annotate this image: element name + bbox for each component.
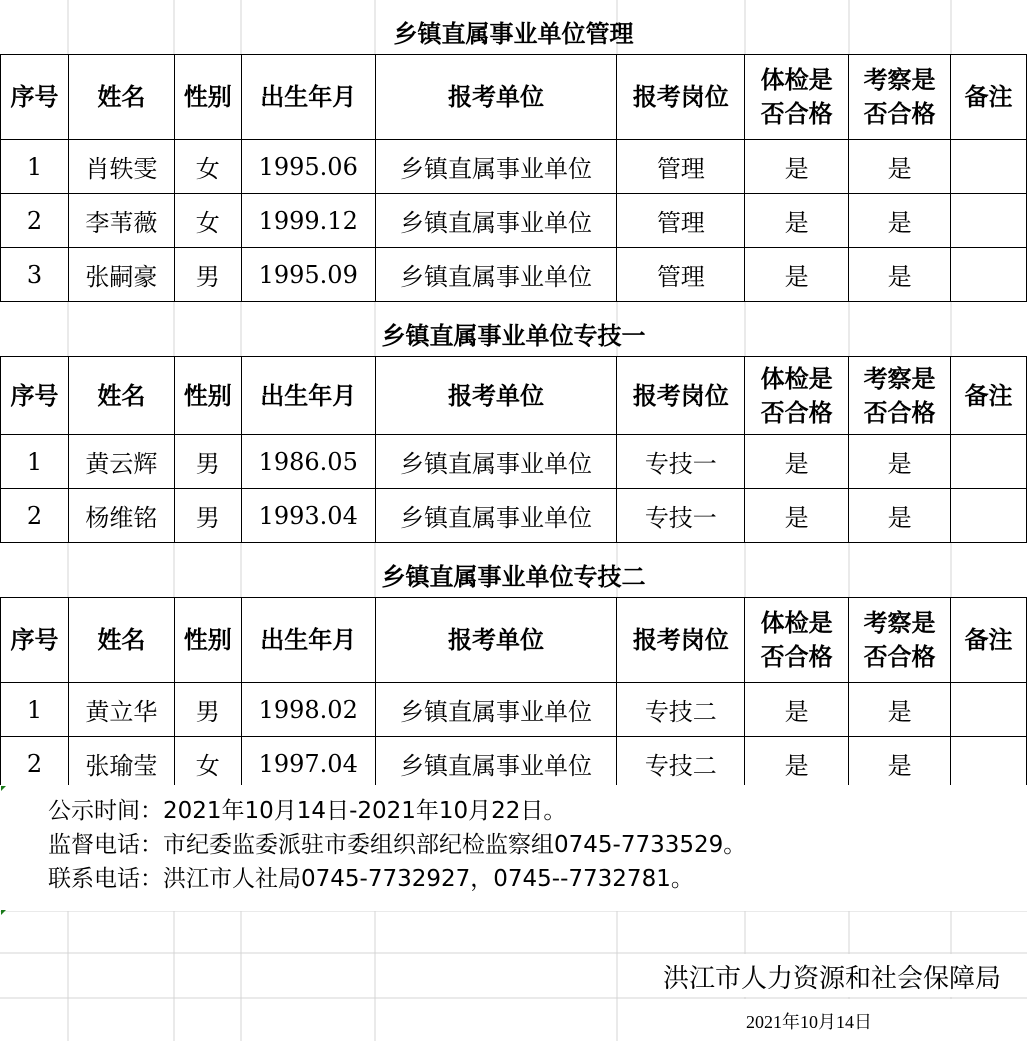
header-unit: 报考单位 bbox=[375, 357, 617, 435]
cell-unit: 乡镇直属事业单位 bbox=[375, 194, 617, 248]
table-technical-2 bbox=[0, 597, 1027, 791]
cell-comment-marker bbox=[1, 910, 6, 915]
section-title-management: 乡镇直属事业单位管理 bbox=[393, 20, 634, 48]
supervision-phone-text: 监督电话：市纪委监委派驻市委组织部纪检监察组0745-7733529。 bbox=[48, 832, 747, 858]
cell-remarks bbox=[951, 140, 1027, 194]
cell-inspection: 是 bbox=[849, 683, 951, 737]
cell-physical: 是 bbox=[745, 683, 849, 737]
table-row bbox=[1, 435, 1027, 489]
cell-post: 管理 bbox=[617, 248, 745, 302]
header-post: 报考岗位 bbox=[617, 357, 745, 435]
cell-unit: 乡镇直属事业单位 bbox=[375, 489, 617, 543]
cell-remarks bbox=[951, 683, 1027, 737]
header-physical: 体检是 否合格 bbox=[745, 55, 849, 140]
cell-physical: 是 bbox=[745, 435, 849, 489]
cell-comment-marker bbox=[1, 786, 6, 791]
cell-index: 2 bbox=[1, 737, 69, 791]
cell-inspection: 是 bbox=[849, 435, 951, 489]
cell-unit: 乡镇直属事业单位 bbox=[375, 140, 617, 194]
header-index: 序号 bbox=[1, 357, 69, 435]
table-technical-1 bbox=[0, 356, 1027, 543]
table-row bbox=[1, 489, 1027, 543]
cell-remarks bbox=[951, 489, 1027, 543]
cell-remarks bbox=[951, 194, 1027, 248]
cell-gender: 女 bbox=[174, 737, 241, 791]
cell-post: 管理 bbox=[617, 194, 745, 248]
cell-gender: 男 bbox=[174, 489, 241, 543]
header-birth: 出生年月 bbox=[241, 357, 375, 435]
cell-inspection: 是 bbox=[849, 489, 951, 543]
header-name: 姓名 bbox=[68, 598, 174, 683]
cell-physical: 是 bbox=[745, 489, 849, 543]
cell-birth: 1995.09 bbox=[241, 248, 375, 302]
cell-gender: 女 bbox=[174, 194, 241, 248]
header-gender: 性别 bbox=[174, 357, 241, 435]
cell-unit: 乡镇直属事业单位 bbox=[375, 737, 617, 791]
cell-unit: 乡镇直属事业单位 bbox=[375, 435, 617, 489]
header-post: 报考岗位 bbox=[617, 598, 745, 683]
cell-birth: 1997.04 bbox=[241, 737, 375, 791]
header-inspection: 考察是 否合格 bbox=[849, 357, 951, 435]
cell-gender: 男 bbox=[174, 683, 241, 737]
cell-index: 2 bbox=[1, 489, 69, 543]
header-name: 姓名 bbox=[68, 55, 174, 140]
cell-remarks bbox=[951, 248, 1027, 302]
header-physical: 体检是 否合格 bbox=[745, 357, 849, 435]
cell-inspection: 是 bbox=[849, 194, 951, 248]
cell-physical: 是 bbox=[745, 248, 849, 302]
table-row bbox=[1, 194, 1027, 248]
cell-birth: 1993.04 bbox=[241, 489, 375, 543]
cell-inspection: 是 bbox=[849, 737, 951, 791]
header-remarks: 备注 bbox=[951, 357, 1027, 435]
cell-physical: 是 bbox=[745, 737, 849, 791]
section-title-technical-1: 乡镇直属事业单位专技一 bbox=[381, 322, 646, 350]
header-birth: 出生年月 bbox=[241, 55, 375, 140]
table-row bbox=[1, 140, 1027, 194]
section-title-technical-2: 乡镇直属事业单位专技二 bbox=[381, 563, 646, 591]
header-physical: 体检是 否合格 bbox=[745, 598, 849, 683]
cell-index: 1 bbox=[1, 683, 69, 737]
cell-index: 2 bbox=[1, 194, 69, 248]
cell-post: 专技一 bbox=[617, 435, 745, 489]
header-gender: 性别 bbox=[174, 598, 241, 683]
cell-name: 杨维铭 bbox=[68, 489, 174, 543]
issuing-agency: 洪江市人力资源和社会保障局 bbox=[662, 964, 1001, 994]
cell-name: 张嗣豪 bbox=[68, 248, 174, 302]
cell-post: 管理 bbox=[617, 140, 745, 194]
cell-birth: 1999.12 bbox=[241, 194, 375, 248]
table-management bbox=[0, 54, 1027, 302]
cell-unit: 乡镇直属事业单位 bbox=[375, 683, 617, 737]
contact-phone-text: 联系电话：洪江市人社局0745-7732927，0745--7732781。 bbox=[48, 866, 694, 892]
cell-gender: 男 bbox=[174, 435, 241, 489]
header-name: 姓名 bbox=[68, 357, 174, 435]
cell-name: 黄云辉 bbox=[68, 435, 174, 489]
header-remarks: 备注 bbox=[951, 55, 1027, 140]
table-row bbox=[1, 737, 1027, 791]
cell-gender: 男 bbox=[174, 248, 241, 302]
header-inspection: 考察是 否合格 bbox=[849, 598, 951, 683]
cell-index: 1 bbox=[1, 140, 69, 194]
cell-post: 专技二 bbox=[617, 683, 745, 737]
cell-birth: 1986.05 bbox=[241, 435, 375, 489]
notes-block bbox=[48, 794, 746, 896]
cell-name: 李苇薇 bbox=[68, 194, 174, 248]
header-index: 序号 bbox=[1, 598, 69, 683]
cell-remarks bbox=[951, 435, 1027, 489]
cell-name: 肖轶雯 bbox=[68, 140, 174, 194]
header-remarks: 备注 bbox=[951, 598, 1027, 683]
issue-date: 2021年10月14日 bbox=[746, 1012, 872, 1032]
cell-inspection: 是 bbox=[849, 248, 951, 302]
cell-post: 专技一 bbox=[617, 489, 745, 543]
table-row bbox=[1, 248, 1027, 302]
cell-gender: 女 bbox=[174, 140, 241, 194]
header-post: 报考岗位 bbox=[617, 55, 745, 140]
cell-post: 专技二 bbox=[617, 737, 745, 791]
cell-physical: 是 bbox=[745, 194, 849, 248]
cell-name: 黄立华 bbox=[68, 683, 174, 737]
cell-remarks bbox=[951, 737, 1027, 791]
header-unit: 报考单位 bbox=[375, 598, 617, 683]
cell-physical: 是 bbox=[745, 140, 849, 194]
cell-birth: 1995.06 bbox=[241, 140, 375, 194]
cell-index: 1 bbox=[1, 435, 69, 489]
header-inspection: 考察是 否合格 bbox=[849, 55, 951, 140]
header-unit: 报考单位 bbox=[375, 55, 617, 140]
cell-index: 3 bbox=[1, 248, 69, 302]
table-row bbox=[1, 683, 1027, 737]
cell-unit: 乡镇直属事业单位 bbox=[375, 248, 617, 302]
header-birth: 出生年月 bbox=[241, 598, 375, 683]
publicity-period-text: 公示时间：2021年10月14日-2021年10月22日。 bbox=[48, 798, 567, 824]
header-index: 序号 bbox=[1, 55, 69, 140]
cell-birth: 1998.02 bbox=[241, 683, 375, 737]
cell-name: 张瑜莹 bbox=[68, 737, 174, 791]
header-gender: 性别 bbox=[174, 55, 241, 140]
cell-inspection: 是 bbox=[849, 140, 951, 194]
